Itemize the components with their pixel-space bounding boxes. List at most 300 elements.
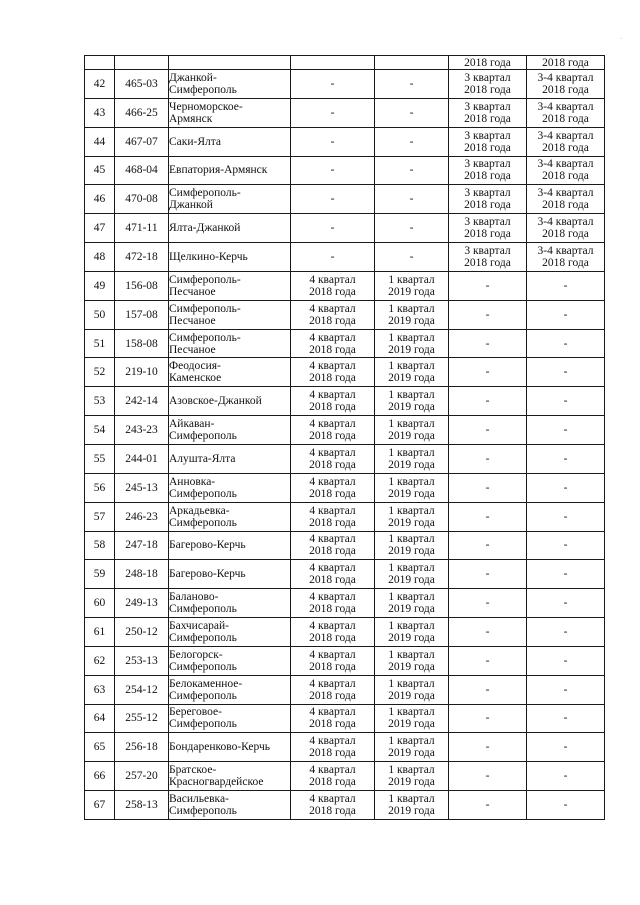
period-cell: - <box>449 300 527 329</box>
route-name-line: Песчаное <box>169 314 216 327</box>
period-cell <box>291 531 375 560</box>
period-cell-line: 2018 года <box>309 458 356 471</box>
period-cell-line: 2018 года <box>309 718 356 731</box>
period-cell-line: 3 квартал <box>464 100 511 113</box>
period-cell <box>527 243 605 272</box>
period-cell <box>291 387 375 416</box>
period-cell: - <box>291 243 375 272</box>
table-cell <box>115 56 169 70</box>
period-cell-line: 1 квартал <box>388 706 435 719</box>
route-code: 244-01 <box>115 444 169 473</box>
period-cell <box>375 589 449 618</box>
period-cell-line: 3-4 квартал <box>537 158 594 171</box>
routes-table <box>84 55 605 820</box>
period-cell <box>527 214 605 243</box>
route-code: 157-08 <box>115 300 169 329</box>
route-name-line: Песчаное <box>169 285 216 298</box>
row-number: 63 <box>85 675 115 704</box>
period-cell-line: 4 квартал <box>309 793 356 806</box>
route-code: 250-12 <box>115 618 169 647</box>
route-name-line: Симферополь- <box>169 187 241 200</box>
period-cell-line: 4 квартал <box>309 562 356 575</box>
period-cell-line: 2019 года <box>388 747 435 760</box>
table-row <box>85 98 605 127</box>
period-cell: - <box>527 791 605 820</box>
route-code: 467-07 <box>115 127 169 156</box>
period-cell <box>291 444 375 473</box>
route-name-line: Симферополь- <box>169 302 241 315</box>
period-cell-line: 2019 года <box>388 718 435 731</box>
route-name-line: Красногвардейское <box>169 776 264 789</box>
route-name-line: Алушта-Ялта <box>169 452 236 465</box>
route-name-line: Симферополь <box>169 487 237 500</box>
period-cell-line: 3-4 квартал <box>537 216 594 229</box>
period-cell-line: 2019 года <box>388 574 435 587</box>
row-number: 45 <box>85 156 115 185</box>
table-row <box>85 70 605 99</box>
table-row <box>85 618 605 647</box>
table-row <box>85 358 605 387</box>
period-cell-line: 2019 года <box>388 343 435 356</box>
table-row <box>85 243 605 272</box>
period-cell-line: 1 квартал <box>388 273 435 286</box>
route-name <box>169 646 291 675</box>
row-number: 47 <box>85 214 115 243</box>
period-cell-line: 2018 года <box>309 689 356 702</box>
row-number: 57 <box>85 502 115 531</box>
route-name-line: Симферополь- <box>169 331 241 344</box>
period-cell <box>527 127 605 156</box>
period-cell-line: 4 квартал <box>309 302 356 315</box>
row-number: 49 <box>85 271 115 300</box>
row-number: 50 <box>85 300 115 329</box>
route-name-line: Симферополь <box>169 689 237 702</box>
period-cell: - <box>449 791 527 820</box>
period-cell: - <box>527 416 605 445</box>
period-cell: - <box>449 733 527 762</box>
period-cell <box>375 531 449 560</box>
table-row <box>85 762 605 791</box>
period-cell-line: 2018 года <box>309 660 356 673</box>
period-cell-line: 2019 года <box>388 776 435 789</box>
row-number: 44 <box>85 127 115 156</box>
route-code: 245-13 <box>115 473 169 502</box>
row-number: 52 <box>85 358 115 387</box>
row-number: 48 <box>85 243 115 272</box>
route-name <box>169 358 291 387</box>
period-cell <box>291 618 375 647</box>
route-name-line: Белогорск- <box>169 648 223 661</box>
period-cell <box>291 704 375 733</box>
period-cell-line: 3-4 квартал <box>537 71 594 84</box>
period-cell: - <box>375 156 449 185</box>
route-name-line: Баланово- <box>169 591 219 604</box>
table-row <box>85 704 605 733</box>
period-cell-line: 1 квартал <box>388 735 435 748</box>
route-name-line: Щелкино-Керчь <box>169 250 248 263</box>
period-cell <box>375 329 449 358</box>
period-cell-line: 2019 года <box>388 401 435 414</box>
period-cell <box>527 185 605 214</box>
route-name <box>169 185 291 214</box>
period-cell-line: 2018 года <box>464 170 511 183</box>
period-cell <box>449 243 527 272</box>
period-cell: - <box>527 675 605 704</box>
period-cell: - <box>449 358 527 387</box>
period-cell-line: 1 квартал <box>388 677 435 690</box>
period-cell-line: 2018 года <box>309 372 356 385</box>
route-name-line: Симферополь <box>169 516 237 529</box>
route-name <box>169 704 291 733</box>
period-cell-line: 1 квартал <box>388 793 435 806</box>
period-cell: - <box>527 762 605 791</box>
period-cell: - <box>449 416 527 445</box>
route-name-line: Багерово-Керчь <box>169 568 246 581</box>
period-cell-line: 2018 года <box>464 112 511 125</box>
period-cell-line: 4 квартал <box>309 360 356 373</box>
route-name <box>169 243 291 272</box>
period-cell-line: 4 квартал <box>309 475 356 488</box>
period-cell-line: 4 квартал <box>309 619 356 632</box>
period-cell <box>375 560 449 589</box>
period-cell-line: 3 квартал <box>464 187 511 200</box>
route-name-line: Армянск <box>169 112 213 125</box>
route-name <box>169 502 291 531</box>
route-name <box>169 675 291 704</box>
period-cell <box>375 300 449 329</box>
route-name-line: Симферополь <box>169 83 237 96</box>
table-row <box>85 156 605 185</box>
row-number: 66 <box>85 762 115 791</box>
route-name-line: Саки-Ялта <box>169 135 222 148</box>
period-cell-line: 1 квартал <box>388 562 435 575</box>
period-cell: - <box>449 762 527 791</box>
period-cell-line: 3-4 квартал <box>537 244 594 257</box>
period-cell-line: 1 квартал <box>388 302 435 315</box>
period-cell-line: 4 квартал <box>309 764 356 777</box>
route-name <box>169 387 291 416</box>
route-name-line: Азовское-Джанкой <box>169 395 262 408</box>
period-cell-line: 4 квартал <box>309 331 356 344</box>
route-code: 248-18 <box>115 560 169 589</box>
period-cell <box>291 473 375 502</box>
table-row <box>85 127 605 156</box>
route-name-line: Симферополь <box>169 660 237 673</box>
period-cell-line: 2019 года <box>388 458 435 471</box>
route-name <box>169 444 291 473</box>
period-cell: - <box>449 473 527 502</box>
route-code: 247-18 <box>115 531 169 560</box>
route-name-line: Айкаван- <box>169 418 215 431</box>
period-cell: - <box>527 560 605 589</box>
period-cell-line: 2018 года <box>309 574 356 587</box>
period-cell-line: 2019 года <box>388 314 435 327</box>
period-cell-line: 2018 года <box>309 516 356 529</box>
route-name <box>169 733 291 762</box>
period-cell: - <box>449 329 527 358</box>
period-cell-line: 2019 года <box>388 487 435 500</box>
route-name <box>169 329 291 358</box>
routes-table-body <box>85 56 605 820</box>
route-code: 471-11 <box>115 214 169 243</box>
period-cell: - <box>527 502 605 531</box>
table-row <box>85 560 605 589</box>
route-name-line: Ялта-Джанкой <box>169 222 241 235</box>
route-name <box>169 416 291 445</box>
table-cell <box>375 56 449 70</box>
period-cell: - <box>449 387 527 416</box>
period-cell <box>375 502 449 531</box>
period-cell-line: 4 квартал <box>309 706 356 719</box>
period-cell <box>375 473 449 502</box>
route-name-line: Бондаренково-Керчь <box>169 741 270 754</box>
period-cell: - <box>527 704 605 733</box>
period-cell <box>375 444 449 473</box>
row-number: 65 <box>85 733 115 762</box>
route-name-line: Анновка- <box>169 475 216 488</box>
period-cell-line: 2018 года <box>464 141 511 154</box>
route-name-line: Аркадьевка- <box>169 504 230 517</box>
period-cell-line: 4 квартал <box>309 591 356 604</box>
route-code: 243-23 <box>115 416 169 445</box>
period-cell: - <box>449 704 527 733</box>
table-row <box>85 300 605 329</box>
period-cell: - <box>291 156 375 185</box>
route-name-line: Симферополь <box>169 430 237 443</box>
period-cell <box>291 646 375 675</box>
period-cell-line: 2018 года <box>309 631 356 644</box>
route-code: 468-04 <box>115 156 169 185</box>
period-cell <box>291 329 375 358</box>
period-cell: - <box>527 329 605 358</box>
period-cell <box>291 733 375 762</box>
route-name <box>169 98 291 127</box>
period-cell-line: 1 квартал <box>388 533 435 546</box>
table-row <box>85 387 605 416</box>
period-cell-line: 1 квартал <box>388 648 435 661</box>
route-code: 246-23 <box>115 502 169 531</box>
table-row <box>85 185 605 214</box>
table-row <box>85 416 605 445</box>
period-cell: - <box>375 243 449 272</box>
period-cell-line: 1 квартал <box>388 619 435 632</box>
route-code: 242-14 <box>115 387 169 416</box>
route-name-line: Береговое- <box>169 706 222 719</box>
period-cell <box>375 675 449 704</box>
route-name-line: Джанкой <box>169 199 213 212</box>
period-cell-line: 2019 года <box>388 660 435 673</box>
route-name <box>169 70 291 99</box>
row-number: 59 <box>85 560 115 589</box>
period-cell: - <box>527 300 605 329</box>
period-cell-line: 3 квартал <box>464 71 511 84</box>
period-cell: - <box>527 531 605 560</box>
period-cell-line: 2018 года <box>542 83 589 96</box>
period-cell-line: 2018 года <box>542 141 589 154</box>
table-row <box>85 502 605 531</box>
row-number: 55 <box>85 444 115 473</box>
route-name-line: Васильевка- <box>169 793 229 806</box>
route-name-line: Феодосия- <box>169 360 221 373</box>
row-number: 42 <box>85 70 115 99</box>
table-cell <box>291 56 375 70</box>
period-cell: - <box>527 358 605 387</box>
route-code: 156-08 <box>115 271 169 300</box>
period-cell: - <box>527 618 605 647</box>
period-cell-line: 2019 года <box>388 805 435 818</box>
period-cell <box>375 416 449 445</box>
period-cell <box>291 300 375 329</box>
period-cell: - <box>449 531 527 560</box>
route-name-line: Симферополь <box>169 631 237 644</box>
table-row <box>85 214 605 243</box>
period-cell-line: 2018 года <box>309 430 356 443</box>
route-name-line: Братское- <box>169 764 217 777</box>
period-cell <box>449 156 527 185</box>
period-cell <box>375 271 449 300</box>
period-cell: - <box>291 185 375 214</box>
period-cell-line: 3-4 квартал <box>537 100 594 113</box>
route-name <box>169 560 291 589</box>
period-cell: - <box>527 271 605 300</box>
row-number: 53 <box>85 387 115 416</box>
route-code: 466-25 <box>115 98 169 127</box>
period-cell-line: 3 квартал <box>464 216 511 229</box>
period-cell <box>291 502 375 531</box>
route-name <box>169 271 291 300</box>
period-cell: - <box>449 646 527 675</box>
route-name-line: Багерово-Керчь <box>169 539 246 552</box>
period-cell-line: 1 квартал <box>388 360 435 373</box>
period-cell: - <box>527 473 605 502</box>
period-cell <box>375 646 449 675</box>
period-cell: - <box>527 646 605 675</box>
route-code: 256-18 <box>115 733 169 762</box>
route-name <box>169 156 291 185</box>
table-continuation-row <box>85 56 605 70</box>
period-cell-line: 2019 года <box>388 545 435 558</box>
period-cell-line: 3-4 квартал <box>537 129 594 142</box>
period-cell-line: 4 квартал <box>309 418 356 431</box>
period-cell <box>291 560 375 589</box>
period-cell <box>291 589 375 618</box>
period-cell: - <box>375 185 449 214</box>
route-name <box>169 762 291 791</box>
route-name-line: Симферополь <box>169 805 237 818</box>
table-row <box>85 733 605 762</box>
period-cell-line: 2018 года <box>542 228 589 241</box>
route-code: 158-08 <box>115 329 169 358</box>
period-cell-line: 1 квартал <box>388 389 435 402</box>
period-cell: - <box>527 444 605 473</box>
period-cell <box>375 762 449 791</box>
period-cell-line: 1 квартал <box>388 475 435 488</box>
table-row <box>85 589 605 618</box>
period-cell: - <box>527 589 605 618</box>
route-code: 255-12 <box>115 704 169 733</box>
period-cell: - <box>449 271 527 300</box>
row-number: 67 <box>85 791 115 820</box>
route-code: 470-08 <box>115 185 169 214</box>
period-cell: - <box>291 127 375 156</box>
period-cell-line: 1 квартал <box>388 446 435 459</box>
period-cell-line: 2018 года <box>542 170 589 183</box>
table-row <box>85 791 605 820</box>
period-cell: - <box>527 387 605 416</box>
period-cell <box>527 70 605 99</box>
period-cell: - <box>375 127 449 156</box>
route-code: 253-13 <box>115 646 169 675</box>
period-cell <box>527 156 605 185</box>
period-cell <box>291 358 375 387</box>
table-cell <box>85 56 115 70</box>
period-cell <box>375 704 449 733</box>
period-cell-line: 1 квартал <box>388 418 435 431</box>
row-number: 43 <box>85 98 115 127</box>
period-cell: - <box>449 675 527 704</box>
route-name-line: Черноморское- <box>169 100 243 113</box>
row-number: 46 <box>85 185 115 214</box>
period-cell-line: 4 квартал <box>309 273 356 286</box>
period-cell-line: 4 квартал <box>309 648 356 661</box>
period-cell-line: 2019 года <box>388 516 435 529</box>
period-cell <box>375 791 449 820</box>
page-mark: · <box>620 36 622 42</box>
period-cell: - <box>449 560 527 589</box>
table-cell: 2018 года <box>449 56 527 70</box>
period-cell-line: 2018 года <box>464 256 511 269</box>
period-cell-line: 2018 года <box>464 199 511 212</box>
route-name <box>169 531 291 560</box>
period-cell <box>291 271 375 300</box>
period-cell: - <box>291 70 375 99</box>
period-cell <box>449 127 527 156</box>
route-name-line: Песчаное <box>169 343 216 356</box>
route-name <box>169 791 291 820</box>
table-row <box>85 675 605 704</box>
period-cell <box>375 733 449 762</box>
route-code: 249-13 <box>115 589 169 618</box>
period-cell <box>449 70 527 99</box>
route-name <box>169 618 291 647</box>
period-cell <box>449 98 527 127</box>
period-cell <box>291 791 375 820</box>
period-cell-line: 2019 года <box>388 631 435 644</box>
period-cell-line: 2018 года <box>464 83 511 96</box>
period-cell-line: 2018 года <box>542 112 589 125</box>
period-cell <box>291 762 375 791</box>
period-cell-line: 3 квартал <box>464 129 511 142</box>
period-cell-line: 3 квартал <box>464 244 511 257</box>
period-cell-line: 2018 года <box>464 228 511 241</box>
period-cell <box>449 214 527 243</box>
period-cell-line: 2018 года <box>309 343 356 356</box>
route-name-line: Симферополь- <box>169 273 241 286</box>
route-code: 472-18 <box>115 243 169 272</box>
period-cell: - <box>449 618 527 647</box>
route-name-line: Джанкой- <box>169 71 217 84</box>
period-cell-line: 2018 года <box>309 314 356 327</box>
period-cell-line: 1 квартал <box>388 764 435 777</box>
period-cell: - <box>449 589 527 618</box>
route-name <box>169 300 291 329</box>
period-cell <box>375 618 449 647</box>
period-cell-line: 2018 года <box>309 747 356 760</box>
period-cell-line: 2018 года <box>309 487 356 500</box>
period-cell-line: 2018 года <box>309 285 356 298</box>
period-cell <box>449 185 527 214</box>
period-cell-line: 3 квартал <box>464 158 511 171</box>
